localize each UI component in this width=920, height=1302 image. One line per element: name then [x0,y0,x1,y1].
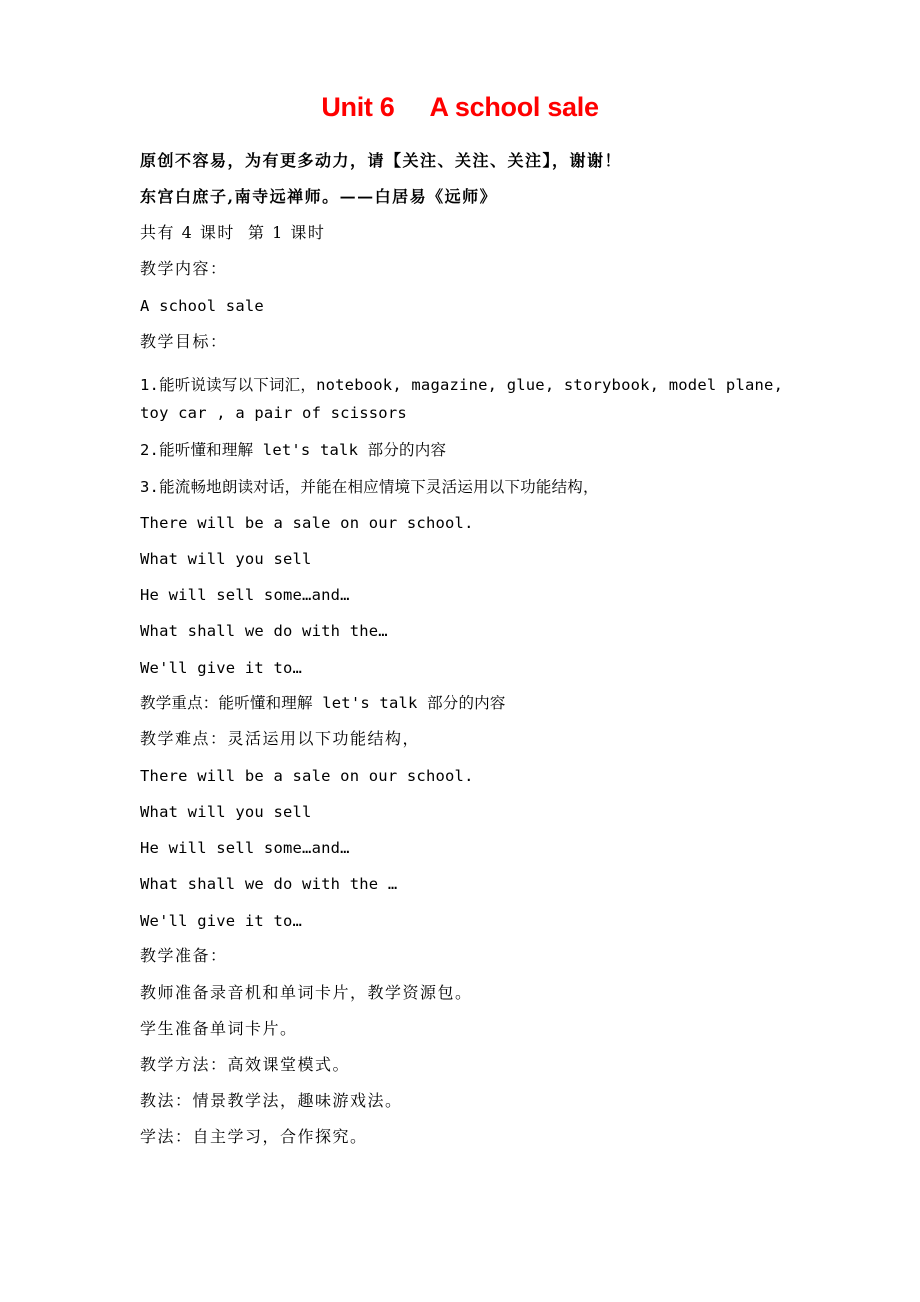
structure-line: We'll give it to… [140,912,303,930]
preparation-heading: 教学准备： [140,946,228,965]
goal-line: toy car , a pair of scissors [140,404,407,422]
structure-line: He will sell some…and… [140,839,350,857]
structure-line: There will be a sale on our school. [140,767,474,785]
content-value: A school sale [140,297,264,315]
structure-line: What will you sell [140,803,312,821]
learning-method: 学法：自主学习，合作探究。 [140,1127,368,1146]
intro-line-1: 原创不容易，为有更多动力，请【关注、关注、关注】，谢谢！ [140,151,623,170]
lesson-info: 共有 4 课时 第 1 课时 [140,223,326,242]
content-heading: 教学内容： [140,259,228,278]
teaching-method: 教法：情景教学法，趣味游戏法。 [140,1091,403,1110]
structure-line: He will sell some…and… [140,586,350,604]
goal-line: 3.能流畅地朗读对话，并能在相应情境下灵活运用以下功能结构， [140,478,599,496]
goals-heading: 教学目标： [140,332,228,351]
preparation-line: 学生准备单词卡片。 [140,1019,298,1038]
key-point: 教学重点：能听懂和理解 let's talk 部分的内容 [140,694,506,712]
structure-line: There will be a sale on our school. [140,514,474,532]
intro-line-2: 东宫白庶子,南寺远禅师。——白居易《远师》 [140,187,498,206]
preparation-line: 教师准备录音机和单词卡片，教学资源包。 [140,983,473,1002]
document-title: Unit 6 A school sale [321,92,599,122]
structure-line: We'll give it to… [140,659,303,677]
goal-line: 1.能听说读写以下词汇，notebook, magazine, glue, storybook, model plane, [140,376,784,394]
teaching-mode: 教学方法：高效课堂模式。 [140,1055,351,1074]
structure-line: What shall we do with the… [140,622,388,640]
difficult-point: 教学难点：灵活运用以下功能结构， [140,729,421,748]
goal-line: 2.能听懂和理解 let's talk 部分的内容 [140,441,447,459]
structure-line: What shall we do with the … [140,875,398,893]
structure-line: What will you sell [140,550,312,568]
